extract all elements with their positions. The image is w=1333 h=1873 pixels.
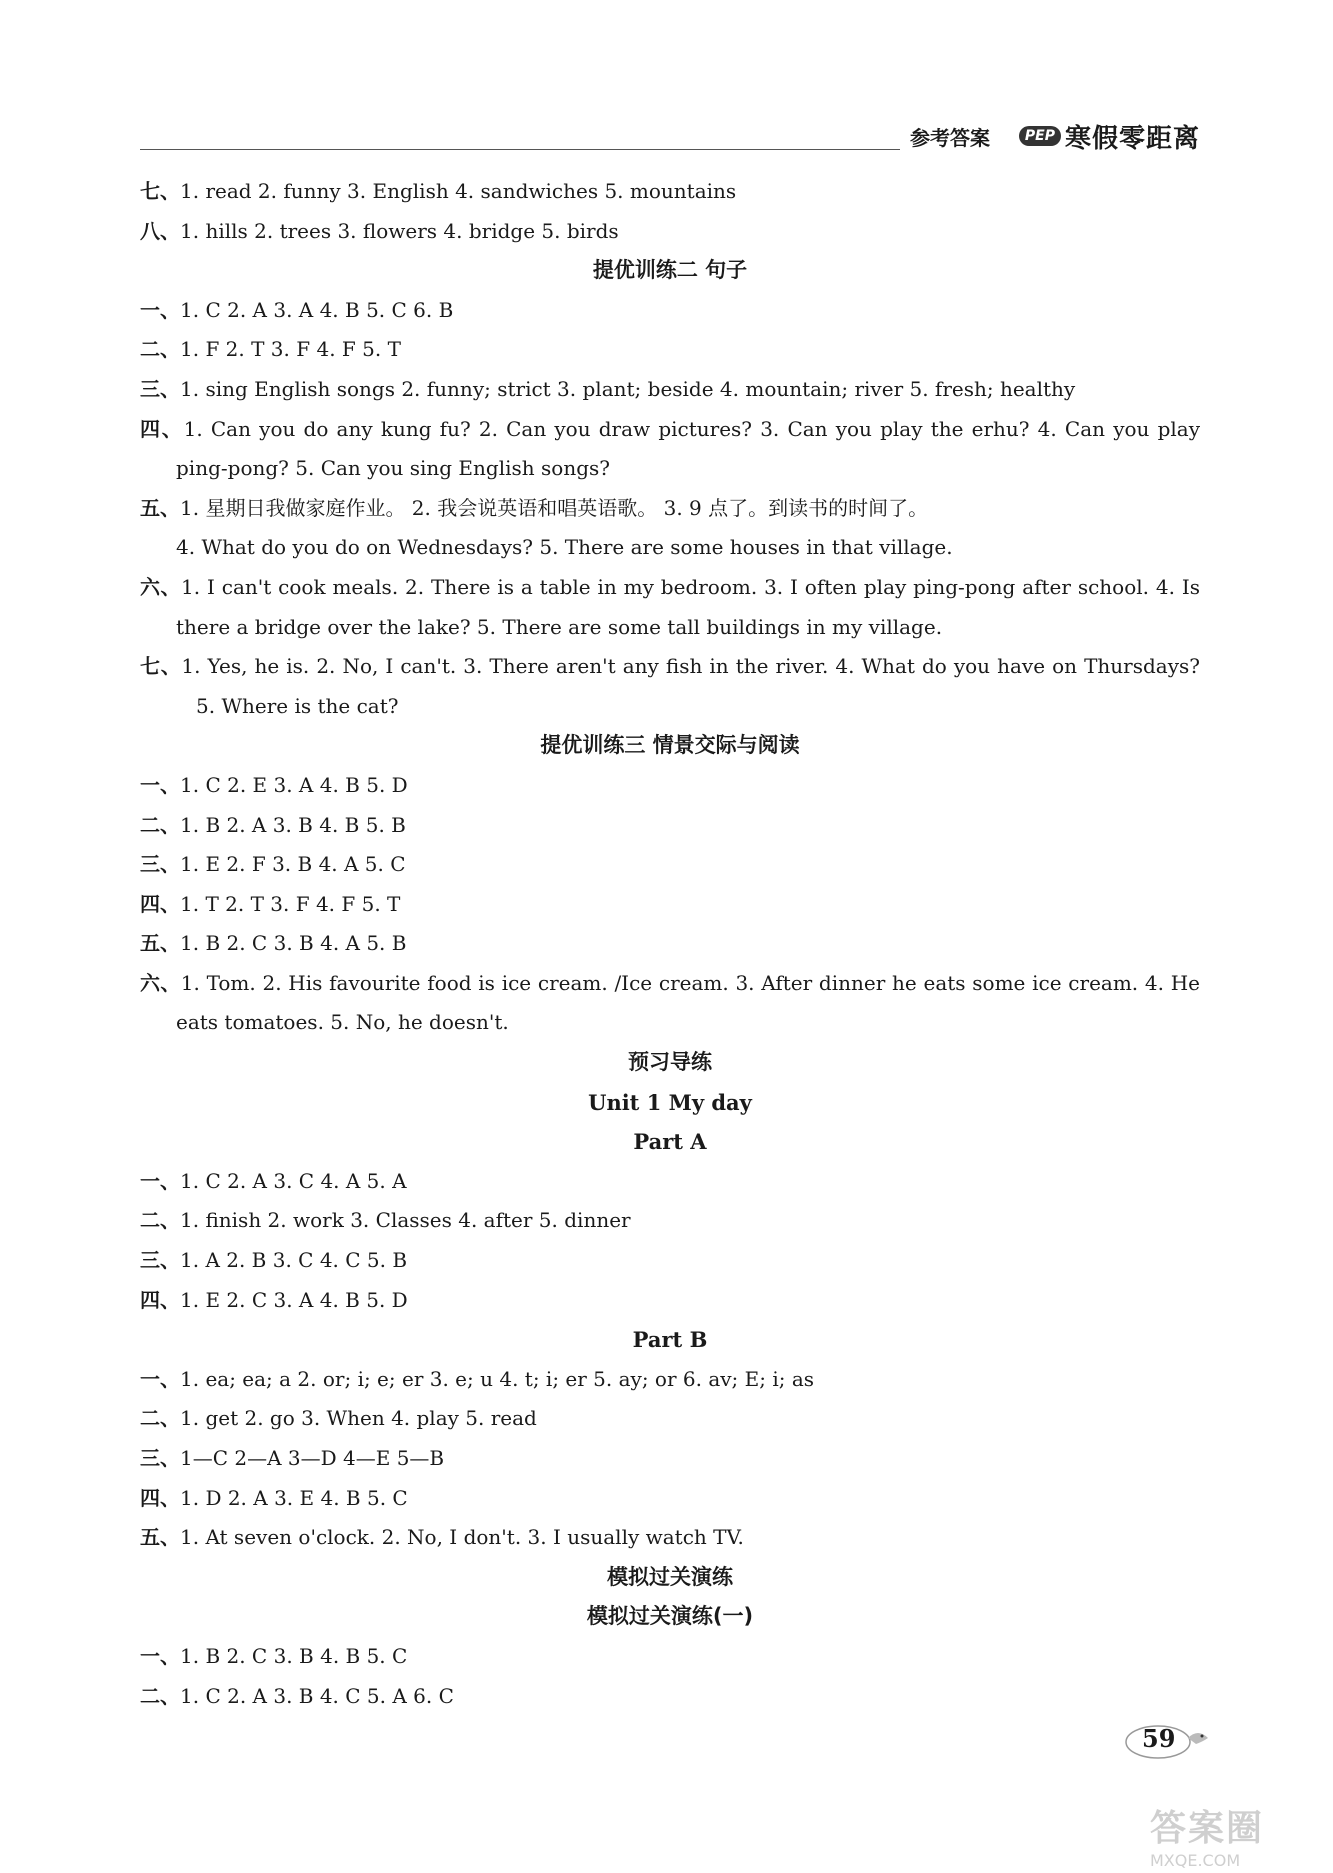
answer-line (140, 1162, 1200, 1202)
answer-line (140, 489, 1200, 529)
answer-continuation: 4. What do you do on Wednesdays? 5. There are some houses in that village. (176, 535, 953, 560)
answer-line (140, 1360, 1200, 1400)
answer-text: 1. C 2. E 3. A 4. B 5. D (180, 772, 408, 797)
page-number: 59 (1142, 1724, 1176, 1753)
question-number: 三、 (140, 1248, 180, 1273)
answer-line (140, 1399, 1200, 1439)
answer-text: 1. B 2. C 3. B 4. B 5. C (180, 1643, 408, 1668)
answer-text: 1. A 2. B 3. C 4. C 5. B (180, 1248, 408, 1273)
answer-line (140, 647, 1200, 687)
answer-text: 1. C 2. A 3. A 4. B 5. C 6. B (180, 297, 454, 322)
question-number: 三、 (140, 852, 180, 877)
answer-line (140, 845, 1200, 885)
section-heading: 提优训练三 情景交际与阅读 (540, 733, 800, 758)
question-number: 七、 (140, 179, 180, 203)
answer-text: 1. Yes, he is. 2. No, I can't. 3. There aren't any fish in the river. 4. What do you have on Thursdays? (181, 654, 1201, 679)
watermark-logo: 答案圈 (1150, 1808, 1265, 1849)
question-number: 六、 (140, 574, 182, 599)
answer-line (140, 1201, 1200, 1241)
question-number: 一、 (140, 1168, 180, 1193)
answer-text: 1. E 2. C 3. A 4. B 5. D (180, 1287, 408, 1312)
answer-text: 1. ea; ea; a 2. or; i; e; er 3. e; u 4. t; i; er 5. ay; or 6. av; E; i; as (180, 1366, 815, 1391)
watermark (1150, 1800, 1330, 1870)
answer-text: 1. B 2. A 3. B 4. B 5. B (180, 812, 406, 837)
answer-continuation: there a bridge over the lake? 5. There are some tall buildings in my village. (176, 614, 943, 639)
answer-line (140, 766, 1200, 806)
question-number: 一、 (140, 1643, 180, 1668)
question-number: 七、 (140, 654, 182, 679)
question-number: 二、 (140, 812, 180, 837)
section-heading: Unit 1 My day (588, 1089, 752, 1115)
answer-text: 1. finish 2. work 3. Classes 4. after 5. dinner (180, 1208, 631, 1233)
book-logo (1019, 118, 1200, 154)
answer-line (140, 1281, 1200, 1321)
answer-line (140, 1518, 1200, 1558)
section-heading: 模拟过关演练(一) (586, 1604, 754, 1629)
answer-line (140, 410, 1200, 450)
question-number: 五、 (140, 1525, 180, 1550)
logo-text: 寒假零距离 (1064, 123, 1200, 154)
answer-text: 1. Tom. 2. His favourite food is ice cream. /Ice cream. 3. After dinner he eats some ice cream. 4. He (180, 970, 1200, 995)
answer-line (140, 1677, 1200, 1717)
section-heading: 提优训练二 句子 (592, 258, 748, 283)
page-header (140, 118, 1200, 154)
question-number: 六、 (140, 970, 181, 995)
answer-text: 1. At seven o'clock. 2. No, I don't. 3. I usually watch TV. (180, 1525, 744, 1550)
answer-text: 1. Can you do any kung fu? 2. Can you draw pictures? 3. Can you play the erhu? 4. Can you play (183, 416, 1200, 441)
answer-line (140, 1637, 1200, 1677)
answer-text: 1. C 2. A 3. C 4. A 5. A (180, 1168, 407, 1193)
answer-text: 1—C 2—A 3—D 4—E 5—B (180, 1446, 445, 1470)
answer-line (140, 885, 1200, 925)
pep-badge: PEP (1019, 126, 1061, 146)
question-number: 一、 (140, 1366, 180, 1391)
question-number: 五、 (140, 931, 180, 956)
answer-text: 1. C 2. A 3. B 4. C 5. A 6. C (180, 1683, 454, 1708)
answer-continuation: eats tomatoes. 5. No, he doesn't. (176, 1010, 509, 1035)
question-number: 四、 (140, 416, 184, 441)
answer-line (140, 1439, 1200, 1479)
answer-line (140, 172, 1200, 212)
answer-content (140, 172, 1200, 1716)
question-number: 一、 (140, 772, 180, 797)
watermark-url: MXQE.COM (1150, 1851, 1241, 1870)
answer-line (140, 370, 1200, 410)
answer-line (140, 1479, 1200, 1519)
answer-continuation: 5. Where is the cat? (196, 693, 399, 718)
answer-continuation: ping-pong? 5. Can you sing English songs? (176, 456, 610, 481)
answer-text: 1. sing English songs 2. funny; strict 3. plant; beside 4. mountain; river 5. fresh; healthy (180, 376, 1076, 401)
answer-text: 1. 星期日我做家庭作业。 2. 我会说英语和唱英语歌。 3. 9 点了。到读书的时间了。 (180, 495, 929, 520)
answer-text: 1. F 2. T 3. F 4. F 5. T (180, 337, 401, 362)
header-label: 参考答案 (910, 126, 990, 150)
section-heading: Part B (632, 1327, 708, 1353)
question-number: 四、 (140, 891, 180, 916)
section-heading: 预习导练 (628, 1050, 712, 1075)
answer-line (140, 212, 1200, 252)
answer-text: 1. B 2. C 3. B 4. A 5. B (180, 931, 407, 956)
answer-text: 1. hills 2. trees 3. flowers 4. bridge 5. birds (180, 218, 619, 243)
page-number-badge (1118, 1718, 1218, 1764)
section-heading: Part A (633, 1129, 707, 1155)
header-rule (140, 149, 900, 150)
question-number: 二、 (140, 1683, 180, 1708)
answer-text: 1. get 2. go 3. When 4. play 5. read (180, 1406, 537, 1431)
question-number: 四、 (140, 1485, 180, 1510)
question-number: 二、 (140, 1406, 180, 1431)
question-number: 三、 (140, 376, 180, 401)
question-number: 八、 (140, 218, 180, 243)
answer-text: 1. E 2. F 3. B 4. A 5. C (180, 852, 406, 877)
question-number: 三、 (140, 1446, 180, 1470)
answer-line (140, 1241, 1200, 1281)
answer-text: 1. T 2. T 3. F 4. F 5. T (180, 891, 401, 916)
answer-line (140, 330, 1200, 370)
question-number: 四、 (140, 1287, 180, 1312)
question-number: 二、 (140, 337, 180, 362)
answer-text: 1. I can't cook meals. 2. There is a table in my bedroom. 3. I often play ping-pong after school. 4. Is (181, 574, 1200, 599)
answer-line (140, 568, 1200, 608)
section-heading: 模拟过关演练 (607, 1564, 733, 1589)
answer-line (140, 806, 1200, 846)
answer-line (140, 291, 1200, 331)
question-number: 一、 (140, 297, 180, 322)
answer-line (140, 924, 1200, 964)
answer-line (140, 964, 1200, 1004)
question-number: 二、 (140, 1208, 180, 1233)
question-number: 五、 (140, 495, 180, 520)
answer-text: 1. read 2. funny 3. English 4. sandwiches 5. mountains (180, 179, 737, 203)
answer-text: 1. D 2. A 3. E 4. B 5. C (180, 1485, 408, 1510)
